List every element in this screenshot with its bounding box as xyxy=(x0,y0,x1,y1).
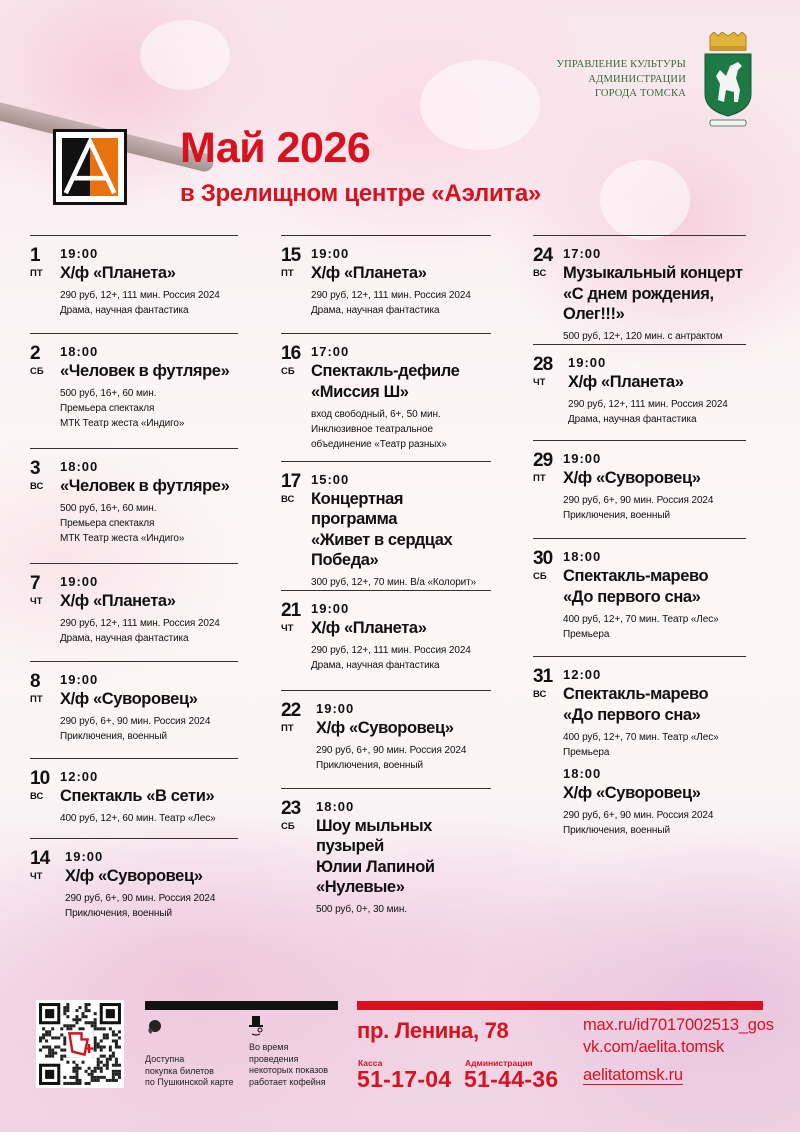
event-title: Х/ф «Планета» xyxy=(311,619,427,637)
tomsk-coat-of-arms-icon xyxy=(700,32,756,130)
max-link[interactable]: max.ru/id7017002513_gos xyxy=(583,1016,774,1034)
event-info-line: Драма, научная фантастика xyxy=(311,660,440,671)
event-info xyxy=(563,612,746,642)
event-info-line: 500 руб, 16+, 60 мин. xyxy=(60,503,157,514)
event-details xyxy=(311,344,491,452)
event-time: 18:00 xyxy=(60,344,99,359)
event-info-line: Инклюзивное театральное xyxy=(311,424,433,435)
event-title: Х/ф «Планета» xyxy=(311,264,427,282)
event-entry xyxy=(30,563,238,661)
administration-phone[interactable]: 51-44-36 xyxy=(464,1066,559,1092)
event-title: «Человек в футляре» xyxy=(60,362,230,380)
event-info-line: Приключения, военный xyxy=(316,760,423,771)
venue-address: пр. Ленина, 78 xyxy=(357,1018,509,1043)
event-time: 19:00 xyxy=(60,672,99,687)
event-day: 1 xyxy=(30,245,40,266)
event-info-line: Драма, научная фантастика xyxy=(60,305,189,316)
event-day: 14 xyxy=(30,848,50,869)
event-day: 10 xyxy=(30,768,50,789)
vk-link[interactable]: vk.com/aelita.tomsk xyxy=(583,1038,725,1056)
event-info-line: 290 руб, 6+, 90 мин. Россия 2024 xyxy=(60,716,211,727)
event-entry xyxy=(533,760,746,838)
event-weekday: ПТ xyxy=(533,473,546,484)
event-details xyxy=(563,451,746,523)
event-title: Х/ф «Суворовец» xyxy=(316,719,454,737)
pushkin-portrait-icon xyxy=(145,1018,163,1036)
event-day: 23 xyxy=(281,798,301,819)
event-day: 22 xyxy=(281,700,301,721)
event-details xyxy=(60,459,238,546)
event-day: 2 xyxy=(30,343,40,364)
event-weekday: ЧТ xyxy=(533,377,546,388)
event-entry xyxy=(30,838,238,921)
event-info-line: 400 руб, 12+, 70 мин. Театр «Лес» xyxy=(563,614,719,625)
event-date xyxy=(30,345,60,378)
event-weekday: ПТ xyxy=(30,268,43,279)
schedule-column-3 xyxy=(533,235,746,838)
petal-decoration xyxy=(140,20,230,90)
event-info xyxy=(65,891,238,921)
event-date xyxy=(281,602,311,635)
event-info xyxy=(60,811,238,826)
event-time: 19:00 xyxy=(65,849,104,864)
event-title: Концертная программа xyxy=(311,490,404,528)
petal-decoration xyxy=(600,160,690,240)
event-details xyxy=(311,472,491,590)
event-info-line: 400 руб, 12+, 60 мин. Театр «Лес» xyxy=(60,813,216,824)
event-details xyxy=(311,246,491,318)
event-entry xyxy=(30,235,238,333)
event-weekday: ПТ xyxy=(30,694,43,705)
event-info xyxy=(60,616,238,646)
event-title: Х/ф «Суворовец» xyxy=(563,784,701,802)
event-entry xyxy=(533,235,746,344)
event-weekday: СБ xyxy=(30,366,44,377)
event-info-line: 290 руб, 6+, 90 мин. Россия 2024 xyxy=(316,745,467,756)
event-date xyxy=(533,668,563,701)
event-day: 16 xyxy=(281,343,301,364)
event-info xyxy=(311,643,491,673)
event-details xyxy=(563,667,746,760)
administration-label: Администрация xyxy=(465,1058,533,1068)
event-entry xyxy=(30,661,238,758)
event-day: 21 xyxy=(281,600,301,621)
event-title: Х/ф «Суворовец» xyxy=(65,867,203,885)
event-details xyxy=(316,701,491,773)
event-details xyxy=(60,574,238,646)
event-date xyxy=(30,575,60,608)
schedule-column-2 xyxy=(281,235,491,917)
page-subtitle: в Зрелищном центре «Аэлита» xyxy=(180,180,541,207)
divider-bar-red xyxy=(357,1001,763,1010)
event-info-line: Приключения, военный xyxy=(563,510,670,521)
event-details xyxy=(60,672,238,744)
event-time: 18:00 xyxy=(563,766,602,781)
event-info-line: Премьера спектакля xyxy=(60,403,155,414)
aelita-logo xyxy=(53,129,127,205)
event-date xyxy=(281,800,311,833)
event-time: 17:00 xyxy=(563,246,602,261)
event-info xyxy=(60,501,238,546)
event-title: Х/ф «Суворовец» xyxy=(563,469,701,487)
event-date xyxy=(533,452,563,485)
event-info-line: МТК Театр жеста «Индиго» xyxy=(60,418,185,429)
event-date xyxy=(281,247,311,280)
event-weekday: ВС xyxy=(533,689,547,700)
event-entry xyxy=(281,235,491,333)
event-details xyxy=(563,766,746,838)
event-info xyxy=(311,407,491,452)
event-day: 3 xyxy=(30,458,40,479)
event-title: Х/ф «Планета» xyxy=(60,264,176,282)
event-info xyxy=(316,902,491,917)
event-info-line: 290 руб, 12+, 111 мин. Россия 2024 xyxy=(60,618,220,629)
schedule-column-1 xyxy=(30,235,238,921)
event-details xyxy=(568,355,746,427)
event-info xyxy=(563,493,746,523)
event-info xyxy=(311,288,491,318)
event-info-line: 290 руб, 6+, 90 мин. Россия 2024 xyxy=(563,810,714,821)
event-details xyxy=(311,601,491,673)
event-info-line: 290 руб, 12+, 111 мин. Россия 2024 xyxy=(568,399,728,410)
event-time: 18:00 xyxy=(563,549,602,564)
event-info xyxy=(60,386,238,431)
event-title: «С днем рождения, Олег!!!» xyxy=(563,285,714,323)
event-details xyxy=(60,246,238,318)
event-weekday: ПТ xyxy=(281,268,294,279)
qr-code-pushkin-card-icon[interactable] xyxy=(36,1000,124,1088)
event-info-line: Драма, научная фантастика xyxy=(60,633,189,644)
event-info xyxy=(60,714,238,744)
event-info xyxy=(60,288,238,318)
event-date xyxy=(533,247,563,280)
event-details xyxy=(60,344,238,431)
pushkin-card-feature: Доступна покупка билетов по Пушкинской карте xyxy=(145,1018,255,1089)
event-title: Х/ф «Планета» xyxy=(568,373,684,391)
event-weekday: ВС xyxy=(30,791,44,802)
event-day: 15 xyxy=(281,245,301,266)
event-date xyxy=(30,247,60,280)
event-entry xyxy=(533,538,746,656)
event-info-line: объединение «Театр разных» xyxy=(311,439,447,450)
event-info-line: 290 руб, 6+, 90 мин. Россия 2024 xyxy=(65,893,216,904)
event-entry xyxy=(30,448,238,563)
event-day: 17 xyxy=(281,471,301,492)
event-date xyxy=(281,345,311,378)
letter-a-icon xyxy=(62,138,118,196)
event-entry xyxy=(533,656,746,760)
event-time: 19:00 xyxy=(316,701,355,716)
event-weekday: ВС xyxy=(281,494,295,505)
event-weekday: СБ xyxy=(281,821,295,832)
event-details xyxy=(65,849,238,921)
event-info xyxy=(568,397,746,427)
event-weekday: СБ xyxy=(281,366,295,377)
event-time: 19:00 xyxy=(563,451,602,466)
event-info-line: 400 руб, 12+, 70 мин. Театр «Лес» xyxy=(563,732,719,743)
event-date xyxy=(30,460,60,493)
event-info xyxy=(563,329,746,344)
event-title: Х/ф «Планета» xyxy=(60,592,176,610)
event-entry xyxy=(281,690,491,788)
box-office-label: Касса xyxy=(358,1058,383,1068)
event-info-line: Приключения, военный xyxy=(65,908,172,919)
event-time: 19:00 xyxy=(60,246,99,261)
cafe-feature: Во время проведения некоторых показов работает кофейня xyxy=(249,1016,359,1088)
event-time: 19:00 xyxy=(568,355,607,370)
event-day: 8 xyxy=(30,671,40,692)
event-details xyxy=(563,246,746,344)
event-info-line: 500 руб, 0+, 30 мин. xyxy=(316,904,407,915)
event-entry xyxy=(281,461,491,590)
event-title: Юлии Лапиной «Нулевые» xyxy=(316,858,435,896)
petal-decoration xyxy=(420,60,540,150)
event-info-line: Драма, научная фантастика xyxy=(311,305,440,316)
event-info-line: 300 руб, 12+, 70 мин. В/а «Колорит» xyxy=(311,577,477,588)
event-title: Спектакль-марево xyxy=(563,685,709,703)
event-info-line: МТК Театр жеста «Индиго» xyxy=(60,533,185,544)
event-weekday: ПТ xyxy=(281,723,294,734)
event-date xyxy=(533,356,563,389)
event-date xyxy=(281,473,311,506)
event-info-line: Премьера xyxy=(563,747,610,758)
event-details xyxy=(563,549,746,642)
event-time: 18:00 xyxy=(316,799,355,814)
event-info-line: Приключения, военный xyxy=(60,731,167,742)
event-entry xyxy=(281,333,491,461)
event-details xyxy=(60,769,238,826)
event-date xyxy=(30,673,60,706)
event-time: 17:00 xyxy=(311,344,350,359)
divider-bar-black xyxy=(145,1001,338,1010)
admin-department-label: УПРАВЛЕНИЕ КУЛЬТУРЫ АДМИНИСТРАЦИИ ГОРОДА ТОМСКА xyxy=(556,59,686,99)
event-time: 19:00 xyxy=(60,574,99,589)
event-info-line: Премьера спектакля xyxy=(60,518,155,529)
event-time: 19:00 xyxy=(311,601,350,616)
event-title: Музыкальный концерт xyxy=(563,264,743,282)
event-time: 15:00 xyxy=(311,472,350,487)
event-weekday: ЧТ xyxy=(281,623,294,634)
event-info-line: 290 руб, 12+, 111 мин. Россия 2024 xyxy=(311,645,471,656)
event-day: 30 xyxy=(533,548,553,569)
event-title: Спектакль-дефиле xyxy=(311,362,460,380)
event-entry xyxy=(30,758,238,838)
event-day: 7 xyxy=(30,573,40,594)
event-time: 18:00 xyxy=(60,459,99,474)
event-info xyxy=(311,575,491,590)
event-info-line: 290 руб, 6+, 90 мин. Россия 2024 xyxy=(563,495,714,506)
event-weekday: СБ xyxy=(533,571,547,582)
event-info-line: 290 руб, 12+, 111 мин. Россия 2024 xyxy=(311,290,471,301)
event-info-line: 500 руб, 16+, 60 мин. xyxy=(60,388,157,399)
event-title: Спектакль-марево xyxy=(563,567,709,585)
event-weekday: ЧТ xyxy=(30,596,43,607)
event-details xyxy=(316,799,491,917)
event-day: 31 xyxy=(533,666,553,687)
event-entry xyxy=(281,788,491,917)
event-time: 19:00 xyxy=(311,246,350,261)
event-weekday: ЧТ xyxy=(30,871,43,882)
event-info-line: 500 руб, 12+, 120 мин. с антрактом xyxy=(563,331,723,342)
event-title: Х/ф «Суворовец» xyxy=(60,690,198,708)
event-entry xyxy=(533,344,746,440)
event-time: 12:00 xyxy=(60,769,99,784)
event-info-line: Приключения, военный xyxy=(563,825,670,836)
event-title: «Человек в футляре» xyxy=(60,477,230,495)
event-entry xyxy=(30,333,238,448)
event-date xyxy=(30,770,60,803)
event-title: Спектакль «В сети» xyxy=(60,787,215,805)
top-hat-monocle-icon xyxy=(249,1016,265,1036)
event-info-line: Премьера xyxy=(563,629,610,640)
event-info-line: 290 руб, 12+, 111 мин. Россия 2024 xyxy=(60,290,220,301)
event-title: «До первого сна» xyxy=(563,706,701,724)
event-title: Шоу мыльных пузырей xyxy=(316,817,432,855)
event-info xyxy=(563,730,746,760)
event-day: 24 xyxy=(533,245,553,266)
event-title: «Живет в сердцах Победа» xyxy=(311,531,453,569)
event-weekday: ВС xyxy=(533,268,547,279)
website-link[interactable]: aelitatomsk.ru xyxy=(583,1066,683,1084)
event-entry xyxy=(533,440,746,538)
event-date xyxy=(533,550,563,583)
event-day: 28 xyxy=(533,354,553,375)
event-time: 12:00 xyxy=(563,667,602,682)
event-weekday: ВС xyxy=(30,481,44,492)
event-info-line: вход свободный, 6+, 50 мин. xyxy=(311,409,441,420)
event-entry xyxy=(281,590,491,690)
event-info xyxy=(563,808,746,838)
event-date xyxy=(30,850,60,883)
event-info-line: Драма, научная фантастика xyxy=(568,414,697,425)
event-title: «До первого сна» xyxy=(563,588,701,606)
event-day: 29 xyxy=(533,450,553,471)
box-office-phone[interactable]: 51-17-04 xyxy=(357,1066,452,1092)
event-title: «Миссия Ш» xyxy=(311,383,409,401)
page-title: Май 2026 xyxy=(180,124,371,172)
event-info xyxy=(316,743,491,773)
event-date xyxy=(281,702,311,735)
